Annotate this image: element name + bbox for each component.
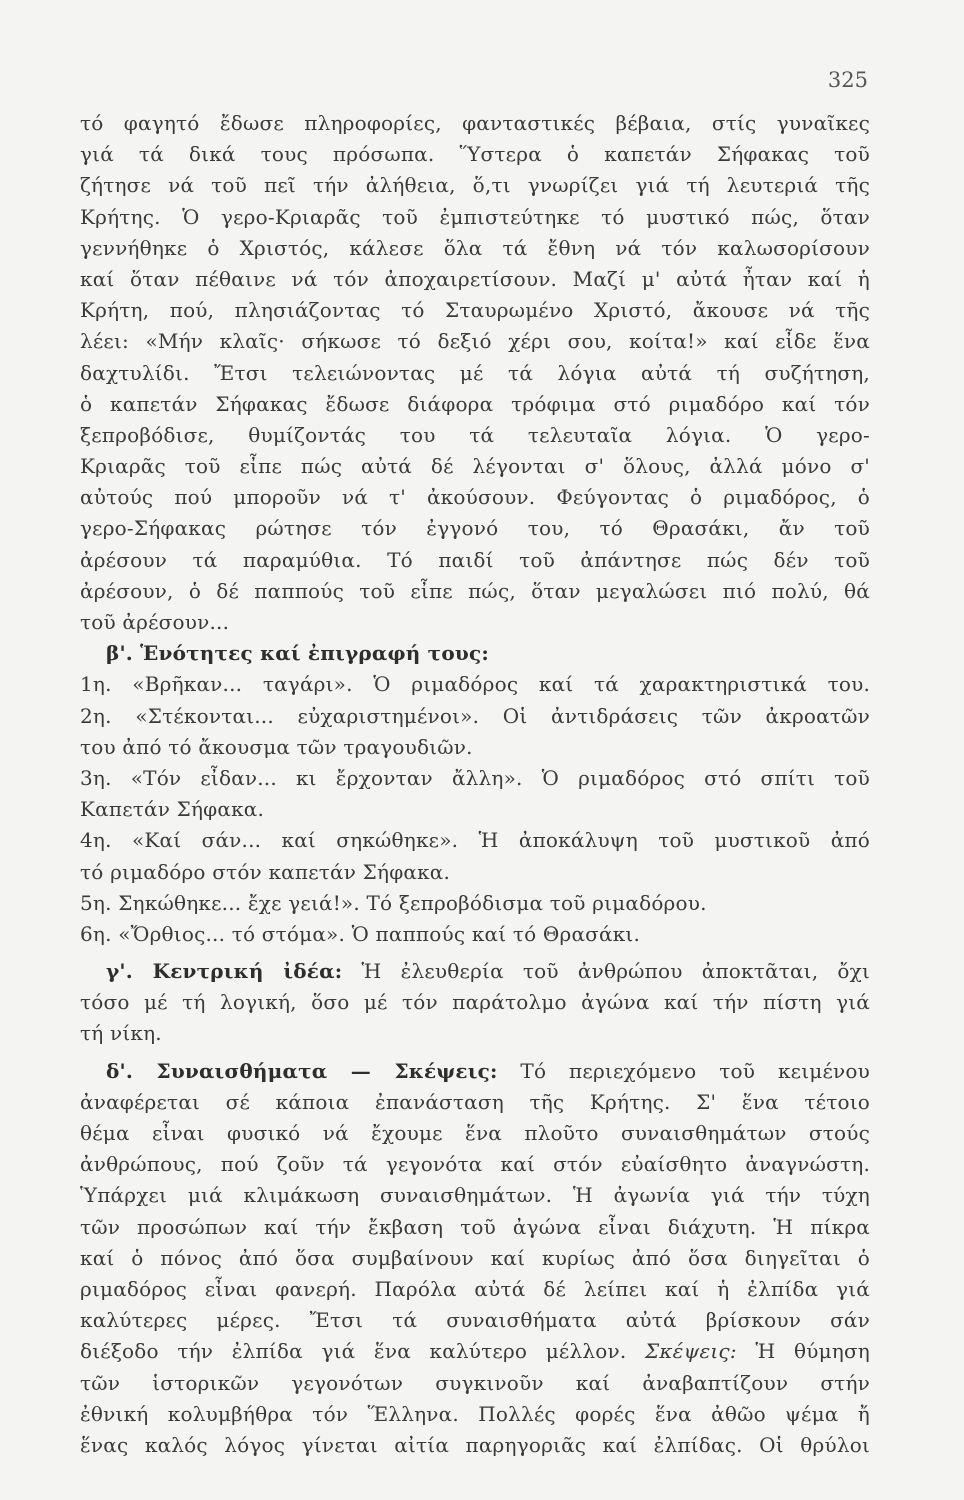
- text-line: καί ὅταν πέθαινε νά τόν ἀποχαιρετίσουν. Μαζί μ' αὐτά ἦταν καί ἡ: [80, 266, 870, 291]
- section-central-idea: [80, 956, 870, 1050]
- text-line: δαχτυλίδι. Ἔτσι τελειώνοντας μέ τά λόγια αὐτά τή συζήτηση,: [80, 360, 870, 385]
- text-line: τῶν ἱστορικῶν γεγονότων συγκινοῦν καί ἀναβαπτίζουν στήν: [80, 1370, 870, 1395]
- text-line: ριμαδόρος εἶναι φανερή. Παρόλα αὐτά δέ λείπει καί ἡ ἐλπίδα γιά: [80, 1276, 870, 1301]
- text-line: γεννήθηκε ὁ Χριστός, κάλεσε ὅλα τά ἔθνη νά τόν καλωσορίσουν: [80, 235, 870, 260]
- text-line: Κρήτη, πού, πλησιάζοντας τό Σταυρωμένο Χριστό, ἄκουσε νά τῆς: [80, 298, 870, 323]
- text-line: γιά τά δικά τους πρόσωπα. Ὕστερα ὁ καπετάν Σήφακας τοῦ: [80, 142, 870, 167]
- text-line: [80, 956, 870, 987]
- text-fragment: Ἡ θύμηση: [736, 1339, 870, 1364]
- emphasis-label: Σκέψεις:: [644, 1339, 737, 1364]
- page-number: 325: [827, 68, 868, 92]
- text-line: [80, 1056, 870, 1087]
- text-line: ἀναφέρεται σέ κάποια ἐπανάσταση τῆς Κρήτης. Σ' ἕνα τέτοιο: [80, 1089, 870, 1114]
- text-line: ξεπροβόδισε, θυμίζοντάς του τά τελευταῖα λόγια. Ὁ γερο-: [80, 422, 870, 447]
- list-item-continuation: Καπετάν Σήφακα.: [80, 797, 265, 822]
- text-line: ἀνθρώπους, πού ζοῦν τά γεγονότα καί στόν εὐαίσθητο ἀναγνώστη.: [80, 1152, 870, 1177]
- text-fragment: Ἡ ἐλευθερία τοῦ ἀνθρώπου ἀποκτᾶται, ὄχι: [342, 959, 870, 984]
- text-line: λέει: «Μήν κλαῖς· σήκωσε τό δεξιό χέρι σου, κοίτα!» καί εἶδε ἕνα: [80, 329, 870, 354]
- text-line: ἐθνική κολυμβήθρα τόν Ἕλληνα. Πολλές φορές ἕνα ἀθῶο ψέμα ἤ: [80, 1401, 870, 1426]
- section-units: [80, 638, 870, 950]
- text-line: ἕνας καλός λόγος γίνεται αἰτία παρηγοριᾶς καί ἐλπίδας. Οἱ θρύλοι: [80, 1432, 870, 1457]
- list-item-continuation: τό ριμαδόρο στόν καπετάν Σήφακα.: [80, 859, 451, 884]
- paragraph-narrative: [80, 108, 870, 638]
- text-line: αὐτούς πού μποροῦν νά τ' ἀκούσουν. Φεύγοντας ὁ ριμαδόρος, ὁ: [80, 485, 870, 510]
- text-line: καλύτερες μέρες. Ἔτσι τά συναισθήματα αὐτά βρίσκουν σάν: [80, 1308, 870, 1333]
- text-line: ζήτησε νά τοῦ πεῖ τήν ἀλήθεια, ὅ,τι γνωρίζει γιά τή λευτεριά τῆς: [80, 173, 870, 198]
- section-feelings-thoughts: [80, 1056, 870, 1461]
- list-item: 3η. «Τόν εἶδαν... κι ἔρχονταν ἄλλη». Ὁ ριμαδόρος στό σπίτι τοῦ: [80, 765, 870, 790]
- text-line: Ὑπάρχει μιά κλιμάκωση συναισθημάτων. Ἡ ἀγωνία γιά τήν τύχη: [80, 1183, 870, 1208]
- text-line: τή νίκη.: [80, 1021, 162, 1046]
- text-line: ὁ καπετάν Σήφακας ἔδωσε διάφορα τρόφιμα στό ριμαδόρο καί τόν: [80, 391, 870, 416]
- text-line: [80, 1336, 870, 1367]
- page-text: [80, 108, 870, 1461]
- text-line: καί ὁ πόνος ἀπό ὅσα συμβαίνουν καί κυρίως ἀπό ὅσα διηγεῖται ὁ: [80, 1245, 870, 1270]
- list-item: 6η. «Ὄρθιος... τό στόμα». Ὁ παππούς καί τό Θρασάκι.: [80, 921, 641, 946]
- text-fragment: Τό περιεχόμενο τοῦ κειμένου: [497, 1058, 870, 1083]
- list-item: 4η. «Καί σάν... καί σηκώθηκε». Ἡ ἀποκάλυψη τοῦ μυστικοῦ ἀπό: [80, 828, 870, 853]
- text-line: Κρήτης. Ὁ γερο-Κριαρᾶς τοῦ ἐμπιστεύτηκε τό μυστικό πώς, ὅταν: [80, 204, 870, 229]
- text-line: τόσο μέ τή λογική, ὅσο μέ τόν παράτολμο ἀγώνα καί τήν πίστη γιά: [80, 990, 870, 1015]
- text-line: τοῦ ἀρέσουν...: [80, 610, 230, 634]
- list-item: 1η. «Βρῆκαν... ταγάρι». Ὁ ριμαδόρος καί τά χαρακτηριστικά του.: [80, 672, 870, 697]
- section-heading: β'. Ἑνότητες καί ἐπιγραφή τους:: [106, 641, 489, 666]
- text-line: θέμα εἶναι φυσικό νά ἔχουμε ἕνα πλοῦτο συναισθημάτων στούς: [80, 1121, 870, 1145]
- text-line: γερο-Σήφακας ρώτησε τόν ἐγγονό του, τό Θρασάκι, ἄν τοῦ: [80, 516, 870, 541]
- text-line: ἀρέσουν, ὁ δέ παππούς τοῦ εἶπε πώς, ὅταν μεγαλώσει πιό πολύ, θά: [80, 578, 870, 603]
- list-item: 5η. Σηκώθηκε... ἔχε γειά!». Τό ξεπροβόδισμα τοῦ ριμαδόρου.: [80, 890, 707, 915]
- text-line: Κριαρᾶς τοῦ εἶπε πώς αὐτά δέ λέγονται σ' ὅλους, ἀλλά μόνο σ': [80, 454, 870, 479]
- text-fragment: διέξοδο τήν ἐλπίδα γιά ἕνα καλύτερο μέλλον.: [80, 1339, 645, 1364]
- section-heading: γ'. Κεντρική ἰδέα:: [106, 959, 343, 984]
- text-line: ἀρέσουν τά παραμύθια. Τό παιδί τοῦ ἀπάντησε πώς δέν τοῦ: [80, 547, 870, 572]
- text-line: τό φαγητό ἔδωσε πληροφορίες, φανταστικές βέβαια, στίς γυναῖκες: [80, 111, 870, 135]
- section-heading: δ'. Συναισθήματα — Σκέψεις:: [106, 1058, 498, 1083]
- list-item-continuation: του ἀπό τό ἄκουσμα τῶν τραγουδιῶν.: [80, 734, 473, 759]
- list-item: 2η. «Στέκονται... εὐχαριστημένοι». Οἱ ἀντιδράσεις τῶν ἀκροατῶν: [80, 703, 870, 728]
- text-line: τῶν προσώπων καί τήν ἔκβαση τοῦ ἀγώνα εἶναι διάχυτη. Ἡ πίκρα: [80, 1214, 870, 1239]
